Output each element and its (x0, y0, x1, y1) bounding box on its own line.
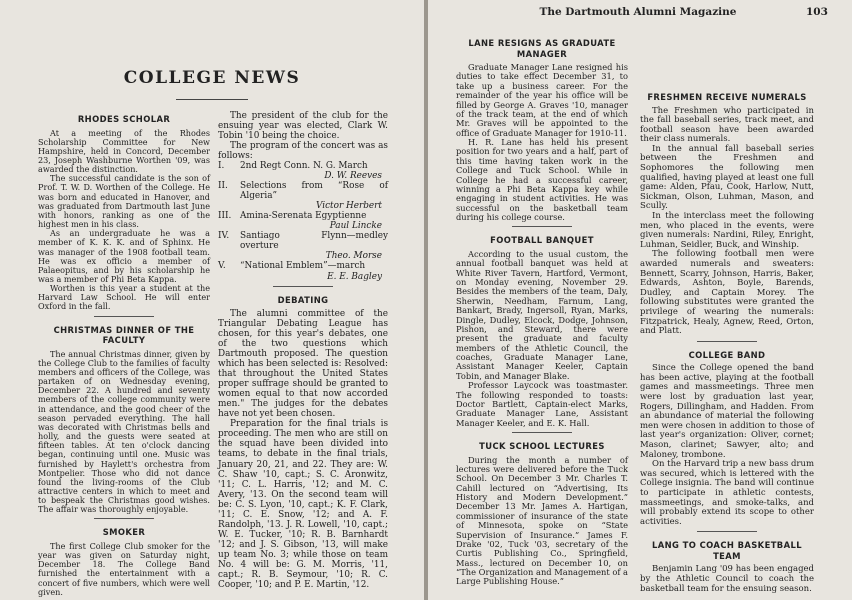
column-4 (640, 92, 814, 594)
freshmen-p4: The following football men were awarded numerals and sweaters: Bennett, Scarry, Johnson, Harris, Baker, Edwards, Ashton, Boyle, Barends, Dudley, and Captain Morey. The following substitutes were granted the privilege of wearing the numerals: Fitzpatrick, Healy, Agnew, Reed, Orton, and Platt. (640, 249, 814, 337)
divider-rule (94, 518, 154, 519)
lane-p1: Graduate Manager Lane resigned his duties to take effect December 31, to take up a business career. For the remainder of the year his office will be filled by George A. Graves '10, manager of the track team, at the end of which Mr. Graves will be appointed to the office of Graduate Manager for 1910-11. (456, 62, 628, 138)
program-item: IV. Santiago Flynn—medley overture (218, 231, 388, 252)
program-performer: Theo. Morse (325, 251, 382, 262)
program-performer: D. W. Reeves (324, 171, 382, 182)
lane-heading: LANE RESIGNS AS GRADUATE MANAGER (468, 38, 616, 59)
football-p1: According to the usual custom, the annual football banquet was held at White River Tavern, Hartford, Vermont, on Monday evening, November 29. Besides the members of the team, Daly, Sherwin, Needham, Farnum, Lang, Bankart, Brady, Ingersoll, Ryan, Marks, Dingle, Dudley, Elcock, Dodge, Johnson, Pishon, and Steward, there were present the graduate and faculty members of the Athletic Council, the coaches, Graduate Manager Lane, Assistant Manager Keeler, Captain Tobin, and Manager Blake. (456, 248, 628, 381)
football-heading: FOOTBALL BANQUET (490, 235, 594, 246)
divider-rule (697, 341, 757, 342)
program-item: V. “National Emblem”—march (218, 261, 366, 272)
freshmen-heading: FRESHMEN RECEIVE NUMERALS (647, 92, 807, 102)
title-rule (176, 99, 248, 100)
football-p2: Professor Laycock was toastmaster. The following responded to toasts: Doctor Bartlett, Captain-elect Marks, Graduate Manager Lane, Assistant Manager Keeler, and E. K. Hall. (456, 380, 628, 428)
smoker-heading: SMOKER (102, 527, 146, 538)
basketball-heading: LANG TO COACH BASKETBALL TEAM (652, 540, 802, 561)
band-p2: On the Harvard trip a new bass drum was secured, which is lettered with the College insignia. The band will continue to participate in athletic contests, massmeetings, and smoke-talks, and will probably extend its scope to other activities. (640, 459, 814, 527)
divider-rule (273, 286, 333, 287)
program-performer: E. E. Bagley (327, 271, 382, 282)
rhodes-p1: At a meeting of the Rhodes Scholarship Committee for New Hampshire, held in Concord, December 23, Joseph Washburne Worthen '09, was awarded the distinction. (38, 127, 210, 175)
concert-program (218, 161, 388, 281)
running-head: The Dartmouth Alumni Magazine (539, 6, 737, 18)
section-title: COLLEGE NEWS (123, 68, 301, 88)
christmas-heading: CHRISTMAS DINNER OF THE FACULTY (53, 324, 195, 346)
rhodes-p2: The successful candidate is the son of Prof. T. W. D. Worthen of the College. He was born and educated in Hanover, and was graduated from Dartmouth last June with honors, ranking as one of the highest men in his class. (38, 173, 210, 230)
divider-rule (512, 226, 572, 227)
divider-rule (94, 316, 154, 317)
rhodes-heading: RHODES SCHOLAR (77, 114, 171, 124)
smoker-p2: The president of the club for the ensuing year was elected, Clark W. Tobin '10 being the choice. (218, 111, 388, 142)
program-performer: Victor Herbert (315, 201, 382, 212)
smoker-p1: The first College Club smoker for the year was given on Saturday night, December 18. The College Band furnished the entertainment with a concert of five numbers, which were well given. (38, 540, 210, 597)
page-number: 103 (806, 6, 828, 18)
debating-heading: DEBATING (277, 294, 329, 305)
freshmen-p3: In the interclass meet the following men, who placed in the events, were given numerals: Nardini, Riley, Enright, Luhman, Seidler, Buck, and Winship. (640, 211, 814, 250)
program-item: I. 2nd Regt Conn. N. G. March (218, 161, 368, 172)
divider-rule (697, 531, 757, 532)
tuck-heading: TUCK SCHOOL LECTURES (479, 441, 605, 451)
freshmen-p1: The Freshmen who participated in the fall baseball series, track meet, and football season have been awarded their class numerals. (640, 105, 814, 145)
band-p1: Since the College opened the band has been active, playing at the football games and massmeetings. Three men were lost by graduation last year, Rogers, Dillingham, and Hadden. From an abundance of material the following men were chosen in addition to those of last year's organization: Oliver, cornet; Mason, clarinet; Sawyer, alto; and Maloney, trombone. (640, 363, 814, 460)
program-item: III. Amina-Serenata Egyptienne (218, 211, 367, 222)
divider-rule (512, 432, 572, 433)
smoker-p3: The program of the concert was as follows: (218, 141, 388, 162)
basketball-p1: Benjamin Lang '09 has been engaged by the Athletic Council to coach the basketball team for the ensuing season. (640, 564, 814, 594)
column-3 (456, 38, 628, 587)
program-item: II. Selections from “Rose of Algeria” (218, 181, 388, 202)
tuck-p1: During the month a number of lectures were delivered before the Tuck School. On December 3 Mr. Charles T. Cahill lectured on “Advertising, Its History and Modern Development.” December 13 Mr. James A. Hartigan, commissioner of insurance of the state of Minnesota, spoke on “State Supervision of Insurance.” James F. Drake '02, Tuck '03, secretary of the Curtis Publishing Co., Springfield, Mass., lectured on December 10, on “The Organization and Management of a Large Publishing House.” (456, 454, 628, 587)
christmas-p1: The annual Christmas dinner, given by the College Club to the families of faculty members and officers of the College, was partaken of on Wednesday evening, December 22. A hundred and seventy members of the college community were in attendance, and the good cheer of the season pervaded everything. The hall was decorated with Christmas bells and holly, and the guests were seated at fifteen tables. At ten o'clock dancing began, continuing until one. Music was furnished by Haylett's orchestra from Montpelier. Those who did not dance found the living-rooms of the Club attractive centers in which to meet and to bespeak the Christmas good wishes. The affair was thoroughly enjoyable. (38, 348, 210, 515)
debating-p1: The alumni committee of the Triangular Debating League has chosen, for this year's debates, one of the two questions which Dartmouth proposed. The question which has been selected is: Resolved: that throughout the United States proper suffrage should be granted to women equal to that now accorded men." The judges for the debates have not yet been chosen. (218, 309, 388, 420)
program-performer: Paul Lincke (329, 221, 382, 232)
rhodes-p3: As an undergraduate he was a member of K. K. K. and of Sphinx. He was manager of the 1908 football team. He was ex officio a member of Palaeopitus, and by his scholarship he was a member of Phi Beta Kappa. (38, 228, 210, 284)
band-heading: COLLEGE BAND (688, 349, 766, 360)
lane-p2: H. R. Lane has held his present position for two years and a half, part of this time having taken work in the College and Tuck School. While in College he had a successful career, winning a Phi Beta Kappa key while engaging in student activities. He was successful on the basketball team during his college course. (456, 137, 628, 222)
rhodes-p4: Worthen is this year a student at the Harvard Law School. He will enter Oxford in the fall. (38, 283, 210, 312)
column-2 (218, 111, 388, 590)
freshmen-p2: In the annual fall baseball series between the Freshmen and Sophomores the following men qualified, having played at least one full game: Alden, Pfau, Cook, Harlow, Nutt, Sickman, Olson, Luhman, Mason, and Scully. (640, 143, 814, 212)
debating-p2: Preparation for the final trials is proceeding. The men who are still on the squad have been divided into teams, to debate in the final trials, January 20, 21, and 22. They are: W. C. Shaw '10, capt.; S. C. Aronwitz, '11; C. L. Harris, '12; and M. C. Avery, '13. On the second team will be: C. S. Lyon, '10, capt.; K. F. Clark, '11; C. E. Snow, '12; and A. F. Randolph, '13. J. R. Lowell, '10, capt.; W. E. Tucker, '10; R. B. Barnhardt '12; and J. S. Gibson, '13, will make up team No. 3; while those on team No. 4 will be: G. M. Morris, '11, capt.; R. B. Seymour, '10; R. C. Cooper, '10; and P. E. Martin, '12. (218, 419, 388, 590)
column-1 (38, 106, 210, 597)
